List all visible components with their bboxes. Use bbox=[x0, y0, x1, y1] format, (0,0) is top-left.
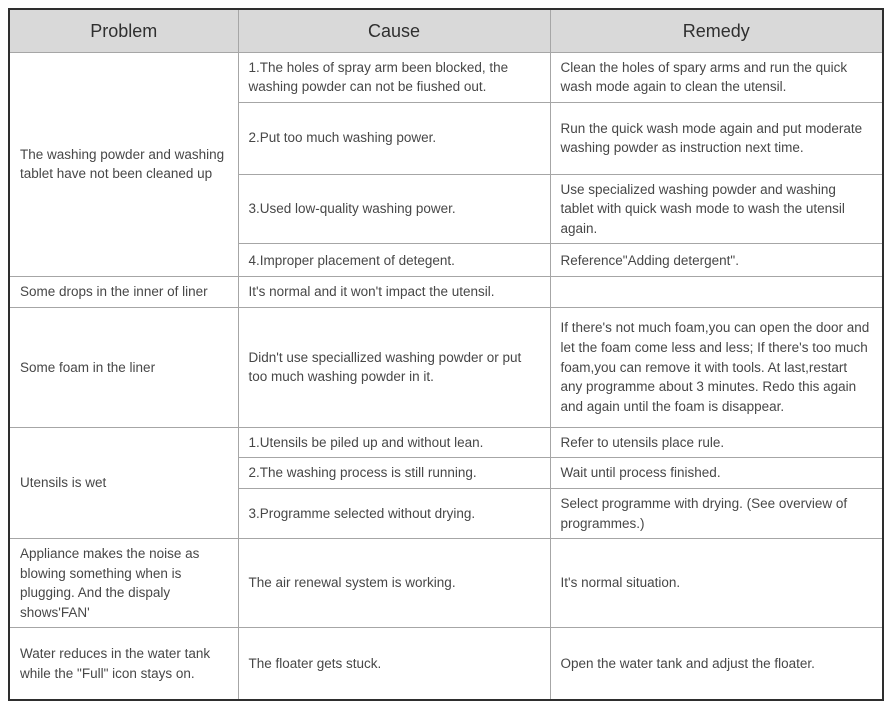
problem-cell: Some foam in the liner bbox=[9, 307, 238, 427]
remedy-cell: Use specialized washing powder and washing tablet with quick wash mode to wash the utensil again. bbox=[550, 174, 883, 244]
table-row bbox=[9, 52, 883, 102]
remedy-cell: Refer to utensils place rule. bbox=[550, 427, 883, 458]
table-row bbox=[9, 307, 883, 427]
cause-cell: The air renewal system is working. bbox=[238, 539, 550, 628]
remedy-cell bbox=[550, 277, 883, 308]
cause-cell: 4.Improper placement of detegent. bbox=[238, 244, 550, 277]
cause-cell: 2.The washing process is still running. bbox=[238, 458, 550, 489]
column-header-problem: Problem bbox=[9, 9, 238, 52]
table-row bbox=[9, 628, 883, 700]
remedy-cell: Wait until process finished. bbox=[550, 458, 883, 489]
problem-cell: Some drops in the inner of liner bbox=[9, 277, 238, 308]
remedy-cell: Reference"Adding detergent". bbox=[550, 244, 883, 277]
problem-cell: Appliance makes the noise as blowing something when is plugging. And the dispaly shows'FAN' bbox=[9, 539, 238, 628]
remedy-cell: It's normal situation. bbox=[550, 539, 883, 628]
cause-cell: 3.Programme selected without drying. bbox=[238, 489, 550, 539]
cause-cell: 1.The holes of spray arm been blocked, the washing powder can not be fiushed out. bbox=[238, 52, 550, 102]
column-header-cause: Cause bbox=[238, 9, 550, 52]
troubleshooting-table bbox=[8, 8, 884, 701]
table-row bbox=[9, 427, 883, 458]
remedy-cell: Select programme with drying. (See overview of programmes.) bbox=[550, 489, 883, 539]
problem-cell: Water reduces in the water tank while the "Full" icon stays on. bbox=[9, 628, 238, 700]
problem-cell: The washing powder and washing tablet have not been cleaned up bbox=[9, 52, 238, 277]
cause-cell: 1.Utensils be piled up and without lean. bbox=[238, 427, 550, 458]
header-row bbox=[9, 9, 883, 52]
table-row bbox=[9, 277, 883, 308]
problem-cell: Utensils is wet bbox=[9, 427, 238, 538]
cause-cell: The floater gets stuck. bbox=[238, 628, 550, 700]
table-row bbox=[9, 539, 883, 628]
remedy-cell: Clean the holes of spary arms and run the quick wash mode again to clean the utensil. bbox=[550, 52, 883, 102]
cause-cell: It's normal and it won't impact the utensil. bbox=[238, 277, 550, 308]
cause-cell: Didn't use speciallized washing powder or put too much washing powder in it. bbox=[238, 307, 550, 427]
cause-cell: 3.Used low-quality washing power. bbox=[238, 174, 550, 244]
remedy-cell: Open the water tank and adjust the floater. bbox=[550, 628, 883, 700]
cause-cell: 2.Put too much washing power. bbox=[238, 102, 550, 174]
column-header-remedy: Remedy bbox=[550, 9, 883, 52]
remedy-cell: Run the quick wash mode again and put moderate washing powder as instruction next time. bbox=[550, 102, 883, 174]
remedy-cell: If there's not much foam,you can open the door and let the foam come less and less; If there's too much foam,you can remove it with tools. At last,restart any programme about 3 minutes. Redo this again and again until the foam is disappear. bbox=[550, 307, 883, 427]
